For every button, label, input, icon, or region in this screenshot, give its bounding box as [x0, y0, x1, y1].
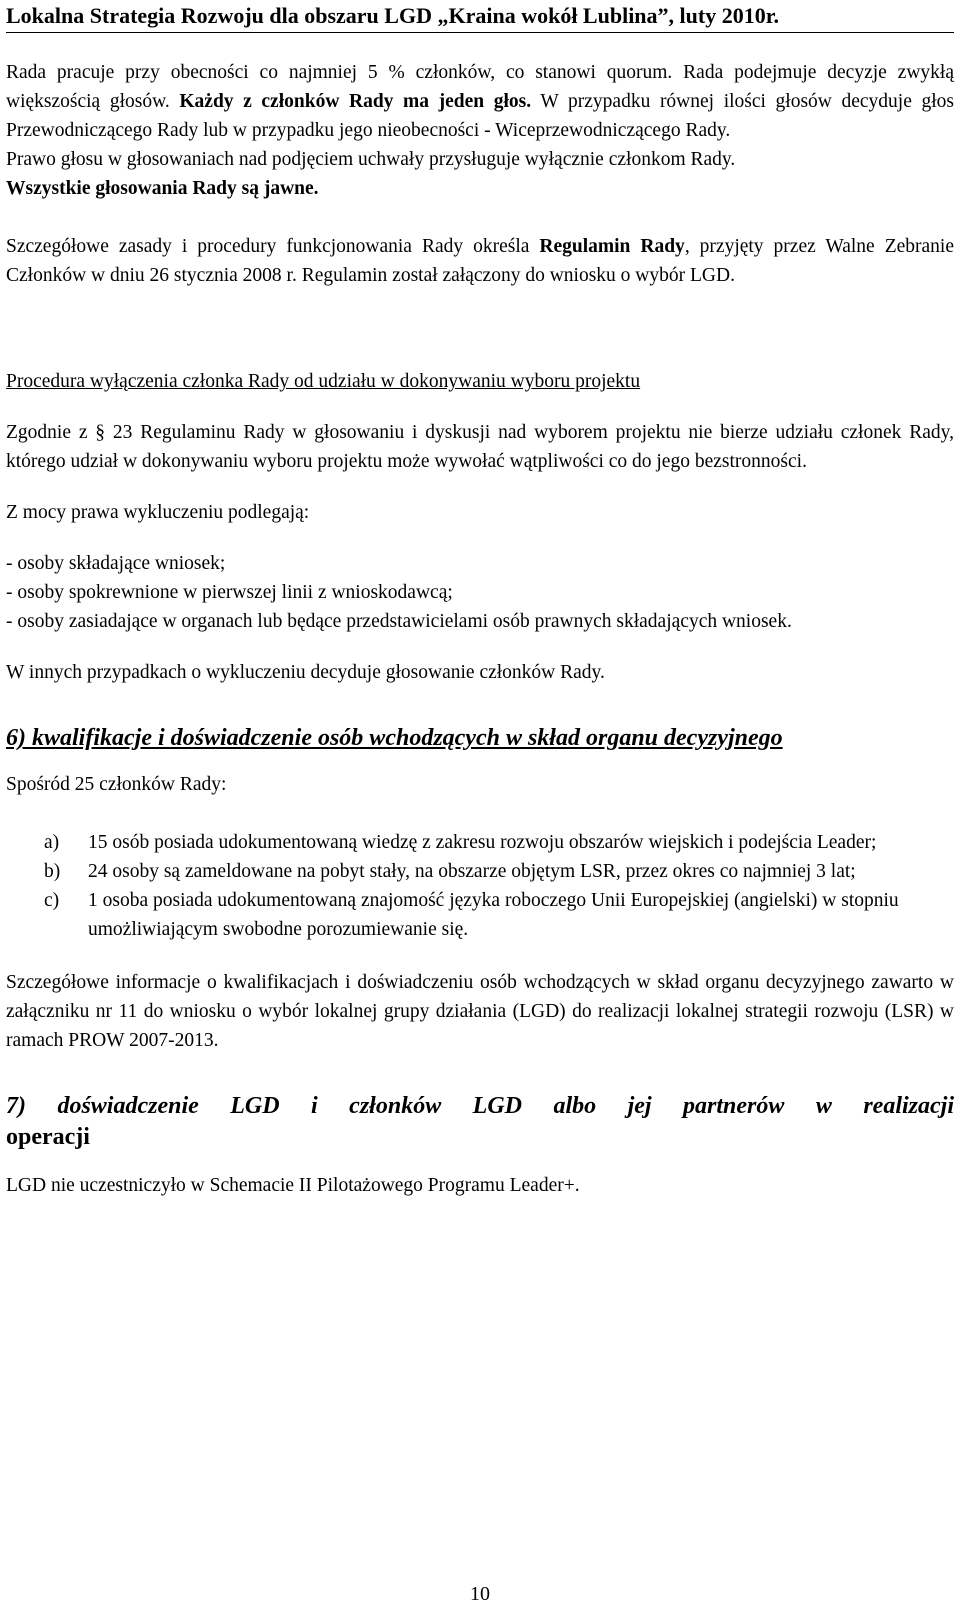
- regulations-text-a: Szczegółowe zasady i procedury funkcjonowania Rady określa: [6, 236, 540, 257]
- section-7-heading-line1: 7) doświadczenie LGD i członków LGD albo jej partnerów w realizacji: [6, 1093, 954, 1119]
- page-number: 10: [470, 1583, 490, 1605]
- section-6-heading: 6) kwalifikacje i doświadczenie osób wchodzących w skład organu decyzyjnego: [6, 725, 783, 751]
- section-6-intro: Spośród 25 członków Rady:: [6, 774, 227, 795]
- section-7-heading: [6, 1091, 954, 1153]
- exclusion-other-cases: W innych przypadkach o wykluczeniu decyduje głosowanie członków Rady.: [6, 662, 605, 683]
- section-7-heading-line2: operacji: [6, 1124, 90, 1150]
- exclusion-item: - osoby spokrewnione w pierwszej linii z wnioskodawcą;: [6, 582, 453, 603]
- one-vote-text: Każdy z członków Rady ma jeden głos.: [179, 91, 532, 112]
- rada-paragraph-voting-right: Prawo głosu w głosowaniach nad podjęciem uchwały przysługuje wyłącznie członkom Rady.: [6, 149, 736, 170]
- section-6-details: Szczegółowe informacje o kwalifikacjach i doświadczeniu osób wchodzących w skład organu decyzyjnego zawarto w załączniku nr 11 do wniosku o wybór lokalnej grupy działania (LGD) do realizacji lokalnej strategii rozwoju (LSR) w ramach PROW 2007-2013.: [6, 972, 954, 1051]
- regulations-name: Regulamin Rady: [539, 236, 685, 257]
- section-7-paragraph: LGD nie uczestniczyło w Schemacie II Pilotażowego Programu Leader+.: [6, 1175, 580, 1196]
- rada-paragraph-quorum: [6, 58, 954, 145]
- exclusion-item: - osoby składające wniosek;: [6, 553, 226, 574]
- tie-vote-text: W przypadku równej ilości głosów decyduje głos Przewodniczącego Rady lub w przypadku jego nieobecności - Wiceprzewodniczącego Rady.: [6, 91, 954, 141]
- list-item: b) 24 osoby są zameldowane na pobyt stały, na obszarze objętym LSR, przez okres co najmniej 3 lat;: [44, 861, 856, 882]
- list-item: c) 1 osoba posiada udokumentowaną znajomość języka roboczego Unii Europejskiej (angielski) w stopniu umożliwiającym swobodne porozumiewanie się.: [44, 890, 899, 940]
- page-header: Lokalna Strategia Rozwoju dla obszaru LGD „Kraina wokół Lublina”, luty 2010r.: [6, 2, 954, 33]
- list-item: a) 15 osób posiada udokumentowaną wiedzę z zakresu rozwoju obszarów wiejskich i podejścia Leader;: [44, 832, 877, 853]
- qualifications-list: [6, 828, 954, 944]
- document-body: [6, 58, 954, 1200]
- procedure-paragraph: Zgodnie z § 23 Regulaminu Rady w głosowaniu i dyskusji nad wyborem projektu nie bierze udziału członek Rady, którego udział w dokonywaniu wyboru projektu może wywołać wątpliwości co do jego bezstronności.: [6, 422, 954, 472]
- procedure-title: Procedura wyłączenia członka Rady od udziału w dokonywaniu wyboru projektu: [6, 371, 641, 392]
- exclusion-item: - osoby zasiadające w organach lub będące przedstawicielami osób prawnych składających wniosek.: [6, 611, 792, 632]
- exclusion-list: [6, 549, 954, 636]
- rada-paragraph-regulations: [6, 232, 954, 290]
- rada-paragraph-public-votes: Wszystkie głosowania Rady są jawne.: [6, 178, 319, 199]
- regulations-text-b: , przyjęty przez Walne Zebranie Członków w dniu 26 stycznia 2008 r. Regulamin został załączony do wniosku o wybór LGD.: [6, 236, 954, 286]
- quorum-text: Rada pracuje przy obecności co najmniej 5 % członków, co stanowi quorum. Rada podejmuje decyzje zwykłą większością głosów.: [6, 62, 954, 112]
- exclusion-intro: Z mocy prawa wykluczeniu podlegają:: [6, 502, 310, 523]
